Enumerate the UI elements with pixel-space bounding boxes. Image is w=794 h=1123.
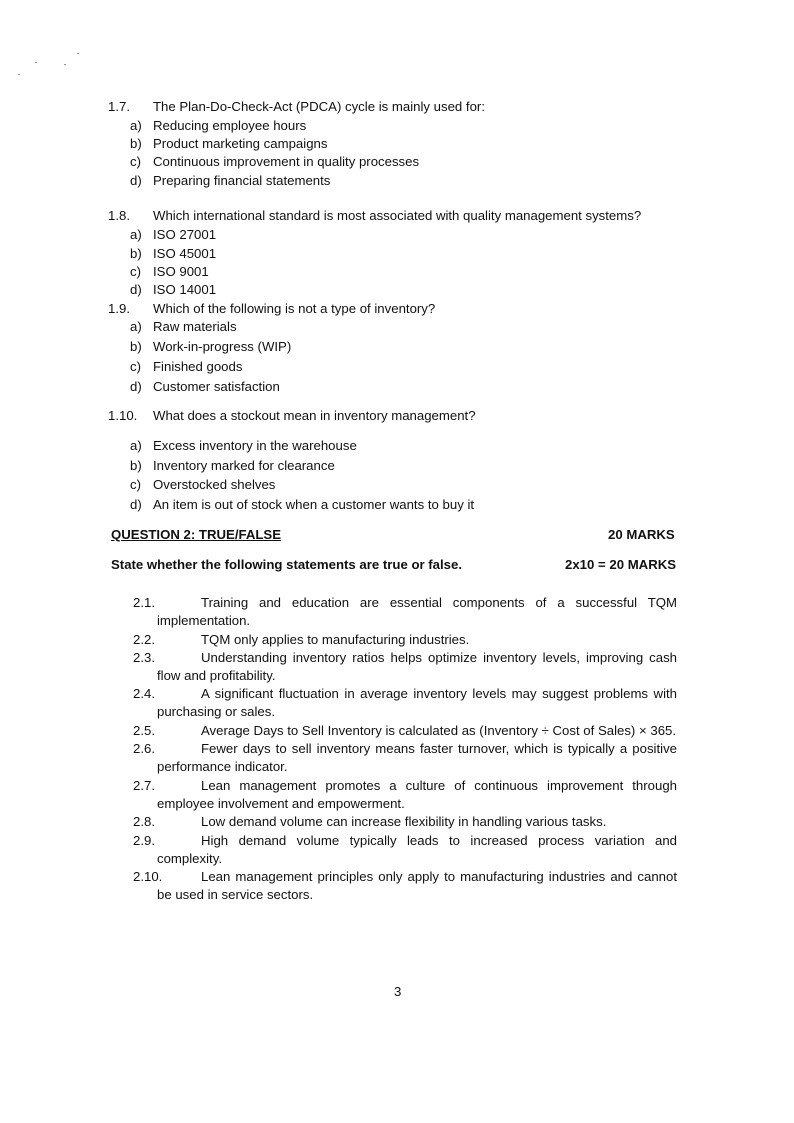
option-text: ISO 27001 <box>153 227 217 242</box>
option-letter: a) <box>130 438 142 453</box>
question-number: 1.10. <box>108 408 138 423</box>
statement-text: TQM only applies to manufacturing industries. <box>201 632 470 647</box>
true-false-statement <box>133 777 677 814</box>
true-false-statement <box>133 832 677 869</box>
option-text: An item is out of stock when a customer wants to buy it <box>153 497 475 512</box>
option-letter: d) <box>130 173 142 188</box>
statement-text: Lean management principles only apply to manufacturing industries and cannot be used in service sectors. <box>157 869 677 903</box>
statement-text: Lean management promotes a culture of continuous improvement through employee involvement and empowerment. <box>157 778 677 812</box>
statement-number: 2.6. <box>133 741 155 756</box>
statement-number: 2.5. <box>133 723 155 738</box>
option-letter: b) <box>130 136 142 151</box>
question-text: The Plan-Do-Check-Act (PDCA) cycle is mainly used for: <box>153 99 485 114</box>
question-text: Which international standard is most associated with quality management systems? <box>153 208 642 223</box>
option-text: Preparing financial statements <box>153 173 331 188</box>
option-letter: d) <box>130 282 142 297</box>
scan-speck <box>18 74 20 75</box>
statement-number: 2.3. <box>133 650 155 665</box>
statement-text: A significant fluctuation in average inventory levels may suggest problems with purchasing or sales. <box>157 686 677 720</box>
statement-number: 2.7. <box>133 778 155 793</box>
statement-number: 2.2. <box>133 632 155 647</box>
question-2-marks: 20 MARKS <box>608 527 675 542</box>
option-text: Continuous improvement in quality processes <box>153 154 420 169</box>
question-text: What does a stockout mean in inventory management? <box>153 408 476 423</box>
page-number: 3 <box>394 984 402 999</box>
question-2-marks-calc: 2x10 = 20 MARKS <box>565 557 677 572</box>
option-letter: d) <box>130 497 142 512</box>
question-number: 1.7. <box>108 99 130 114</box>
option-letter: c) <box>130 264 141 279</box>
option-text: Customer satisfaction <box>153 379 280 394</box>
question-number: 1.9. <box>108 301 130 316</box>
option-text: ISO 45001 <box>153 246 217 261</box>
true-false-statement <box>133 594 677 631</box>
true-false-statement <box>133 685 677 722</box>
option-text: Finished goods <box>153 359 243 374</box>
question-2-instruction: State whether the following statements are true or false. <box>111 557 463 572</box>
question-2-title: QUESTION 2: TRUE/FALSE <box>111 527 281 542</box>
option-letter: d) <box>130 379 142 394</box>
statement-number: 2.8. <box>133 814 155 829</box>
statement-text: Training and education are essential components of a successful TQM implementation. <box>157 595 677 629</box>
scan-speck <box>64 64 66 65</box>
statement-text: Average Days to Sell Inventory is calculated as (Inventory ÷ Cost of Sales) × 365. <box>201 723 677 738</box>
true-false-statement <box>133 649 677 686</box>
question-number: 1.8. <box>108 208 130 223</box>
question-text: Which of the following is not a type of inventory? <box>153 301 436 316</box>
true-false-statement <box>133 722 677 740</box>
statement-number: 2.4. <box>133 686 155 701</box>
option-letter: a) <box>130 118 142 133</box>
option-text: Reducing employee hours <box>153 118 307 133</box>
true-false-statement <box>133 631 677 649</box>
option-text: Raw materials <box>153 319 237 334</box>
true-false-statement <box>133 813 677 831</box>
option-letter: b) <box>130 246 142 261</box>
statement-text: Low demand volume can increase flexibility in handling various tasks. <box>201 814 607 829</box>
option-letter: b) <box>130 339 142 354</box>
option-text: ISO 9001 <box>153 264 209 279</box>
true-false-statement <box>133 740 677 777</box>
statement-text: High demand volume typically leads to increased process variation and complexity. <box>157 833 677 867</box>
true-false-statement <box>133 868 677 905</box>
option-letter: c) <box>130 154 141 169</box>
option-text: Work-in-progress (WIP) <box>153 339 292 354</box>
statement-text: Fewer days to sell inventory means faster turnover, which is typically a positive performance indicator. <box>157 741 677 775</box>
statement-number: 2.9. <box>133 833 155 848</box>
option-letter: a) <box>130 319 142 334</box>
statement-number: 2.10. <box>133 869 163 884</box>
scan-speck <box>35 62 37 63</box>
option-text: Overstocked shelves <box>153 477 276 492</box>
option-letter: c) <box>130 477 141 492</box>
option-text: ISO 14001 <box>153 282 217 297</box>
statement-number: 2.1. <box>133 595 155 610</box>
option-letter: c) <box>130 359 141 374</box>
option-text: Inventory marked for clearance <box>153 458 335 473</box>
option-letter: a) <box>130 227 142 242</box>
option-text: Product marketing campaigns <box>153 136 328 151</box>
scan-speck <box>77 53 79 54</box>
option-letter: b) <box>130 458 142 473</box>
statement-text: Understanding inventory ratios helps optimize inventory levels, improving cash flow and profitability. <box>157 650 677 684</box>
option-text: Excess inventory in the warehouse <box>153 438 357 453</box>
